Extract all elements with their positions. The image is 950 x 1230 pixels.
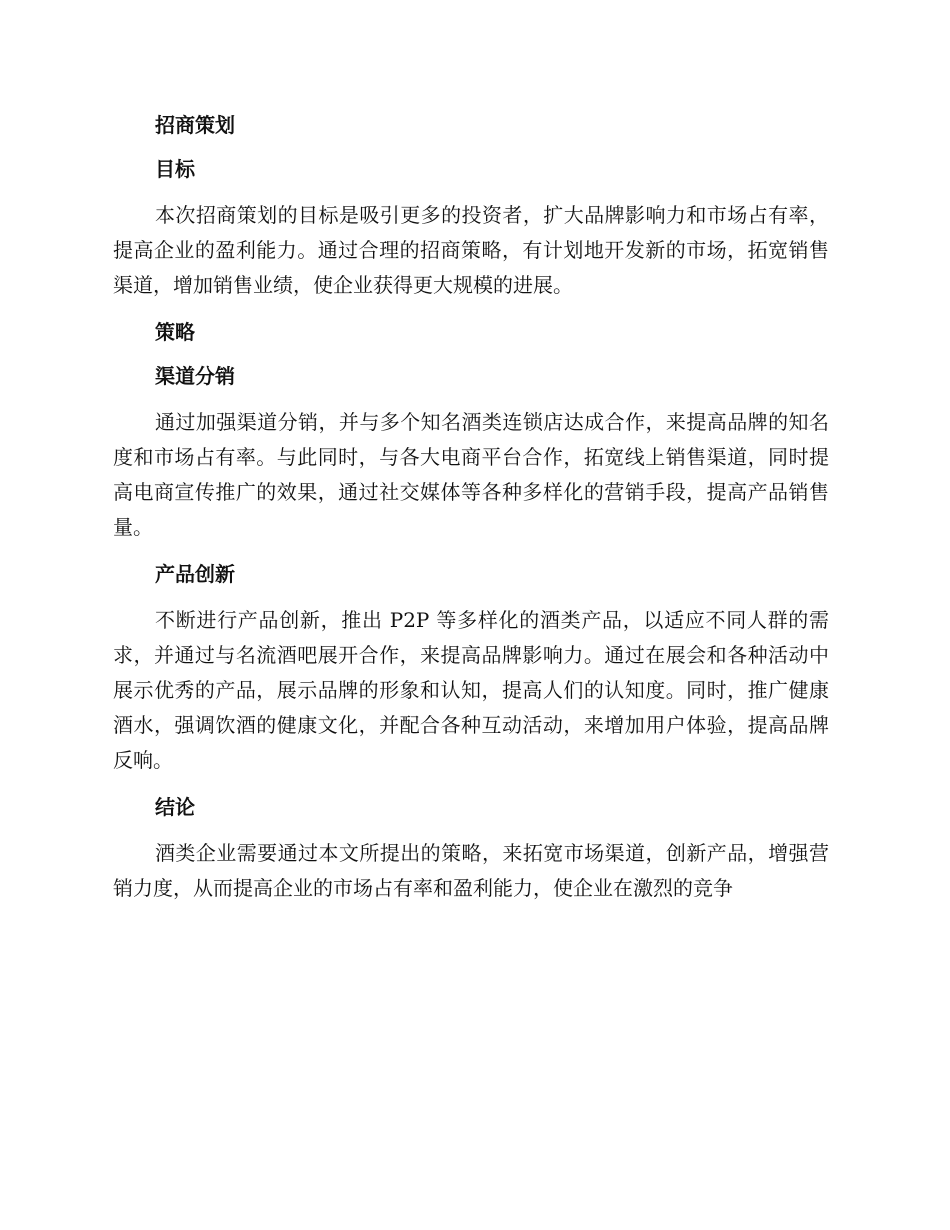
paragraph-channel: 通过加强渠道分销，并与多个知名酒类连锁店达成合作，来提高品牌的知名度和市场占有率。与此同时，与各大电商平台合作，拓宽线上销售渠道，同时提高电商宣传推广的效果，通过社交媒体等各种多样化的营销手段，提高产品销售量。 (113, 410, 829, 539)
section-heading-goal: 目标 (155, 157, 195, 181)
paragraph-innovation: 不断进行产品创新，推出 P2P 等多样化的酒类产品，以适应不同人群的需求，并通过与名流酒吧展开合作，来提高品牌影响力。通过在展会和各种活动中展示优秀的产品，展示品牌的形象和认知，提高人们的认知度。同时，推广健康酒水，强调饮酒的健康文化，并配合各种互动活动，来增加用户体验，提高品牌反响。 (113, 608, 829, 772)
paragraph-goal: 本次招商策划的目标是吸引更多的投资者，扩大品牌影响力和市场占有率，提高企业的盈利能力。通过合理的招商策略，有计划地开发新的市场，拓宽销售渠道，增加销售业绩，使企业获得更大规模的进展。 (113, 203, 829, 297)
section-heading-conclusion: 结论 (155, 795, 195, 819)
paragraph-conclusion: 酒类企业需要通过本文所提出的策略，来拓宽市场渠道，创新产品，增强营销力度，从而提高企业的市场占有率和盈利能力，使企业在激烈的竞争 (113, 841, 829, 900)
document-page (113, 108, 829, 906)
document-title: 招商策划 (155, 113, 235, 137)
section-heading-innovation: 产品创新 (155, 562, 235, 586)
section-heading-strategy: 策略 (155, 320, 195, 344)
section-heading-channel: 渠道分销 (155, 364, 235, 388)
